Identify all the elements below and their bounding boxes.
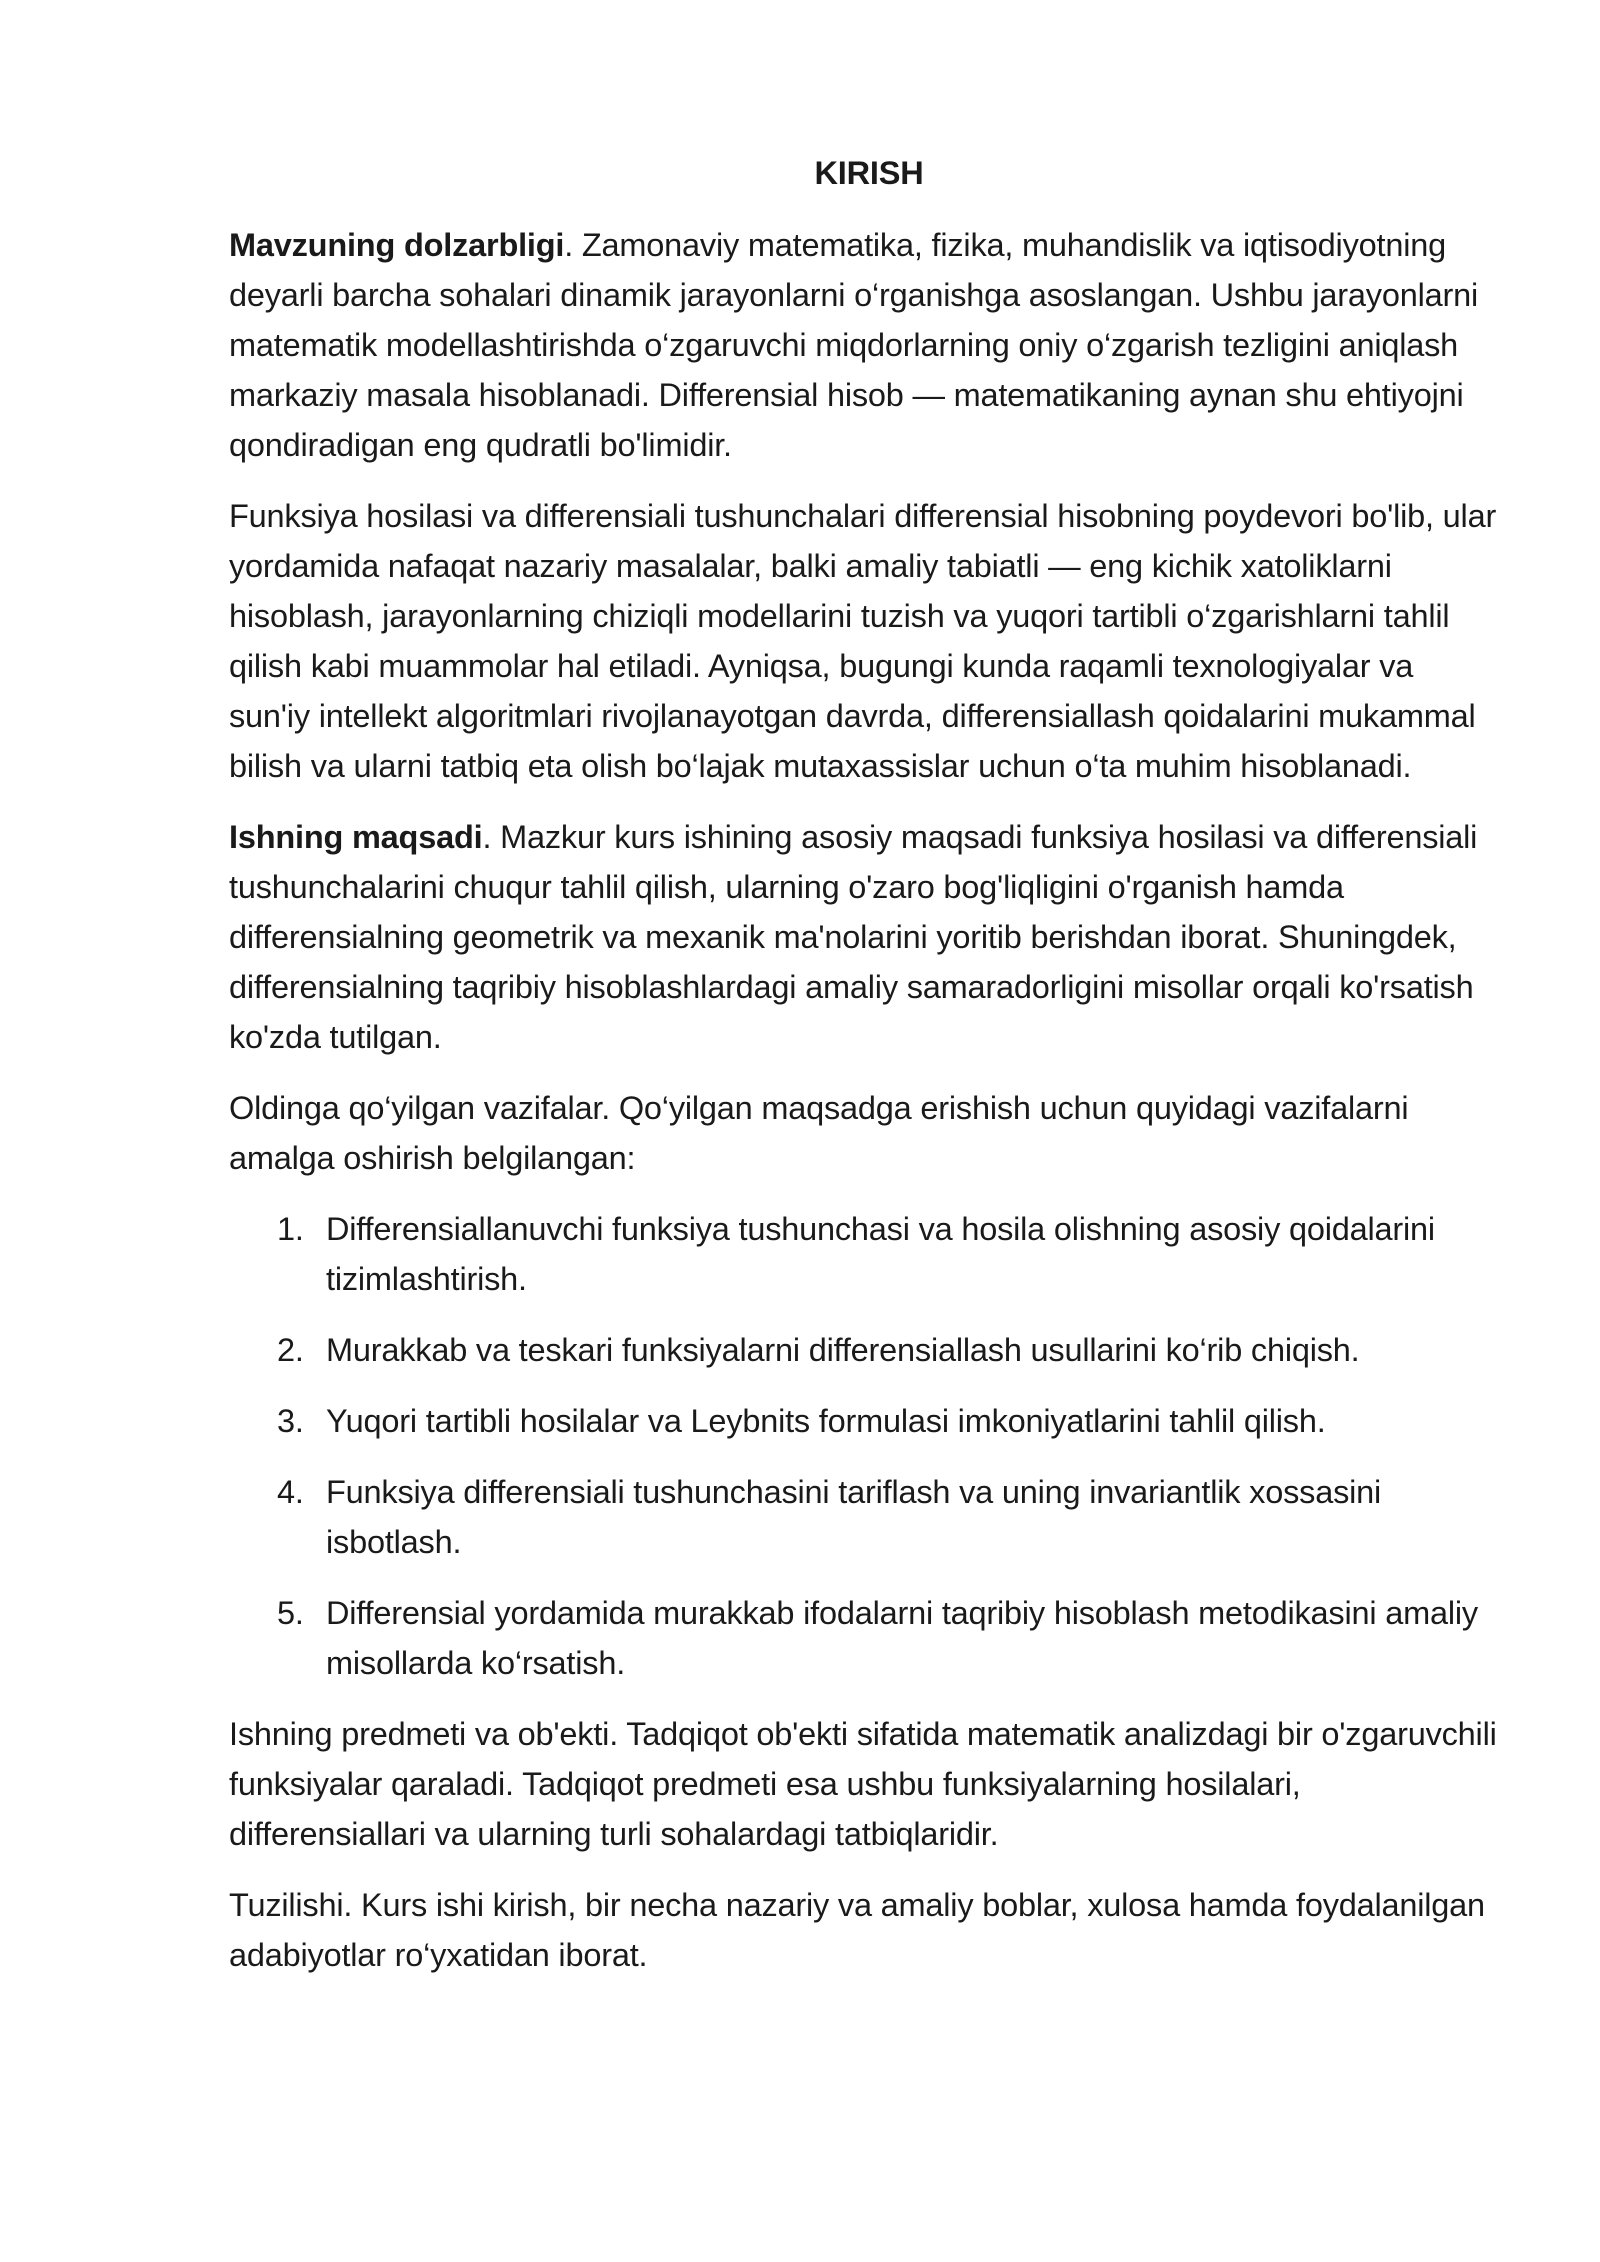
list-item xyxy=(229,1467,1499,1567)
tasks-list xyxy=(229,1204,1499,1688)
list-item xyxy=(229,1204,1499,1304)
list-item xyxy=(229,1325,1499,1375)
relevance-lead: Mavzuning dolzarbligi xyxy=(229,227,565,263)
list-item-text: Differensiallanuvchi funksiya tushunchasi va hosila olishning asosiy qoidalarini tizimlashtirish. xyxy=(326,1211,1435,1297)
list-item-number: 5. xyxy=(277,1595,304,1631)
subject-paragraph: Ishning predmeti va ob'ekti. Tadqiqot ob'ekti sifatida matematik analizdagi bir o'zgaruvchili funksiyalar qaraladi. Tadqiqot predmeti esa ushbu funksiyalarning hosilalari, differensiallari va ularning turli sohalardagi tatbiqlaridir. xyxy=(229,1716,1497,1852)
relevance-text: . Zamonaviy matematika, fizika, muhandislik va iqtisodiyotning deyarli barcha sohalari dinamik jarayonlarni o‘rganishga asoslangan. Ushbu jarayonlarni matematik modellashtirishda o‘zgaruvchi miqdorlarning oniy o‘zgarish tezligini aniqlash markaziy masala hisoblanadi. Differensial hisob — matematikaning aynan shu ehtiyojni qondiradigan eng qudratli bo'limidir. xyxy=(229,227,1479,463)
relevance-paragraph xyxy=(229,220,1499,470)
list-item-text: Yuqori tartibli hosilalar va Leybnits formulasi imkoniyatlarini tahlil qilish. xyxy=(326,1403,1326,1439)
list-item-number: 1. xyxy=(277,1211,304,1247)
list-item-text: Murakkab va teskari funksiyalarni differensiallash usullarini ko‘rib chiqish. xyxy=(326,1332,1360,1368)
goal-text: . Mazkur kurs ishining asosiy maqsadi funksiya hosilasi va differensiali tushunchalarini chuqur tahlil qilish, ularning o'zaro bog'liqligini o'rganish hamda differensialning geometrik va mexanik ma'nolarini yoritib berishdan iborat. Shuningdek, differensialning taqribiy hisoblashlardagi amaliy samaradorligini misollar orqali ko'rsatish ko'zda tutilgan. xyxy=(229,819,1478,1055)
list-item-number: 2. xyxy=(277,1332,304,1368)
list-item-text: Differensial yordamida murakkab ifodalarni taqribiy hisoblash metodikasini amaliy misollarda ko‘rsatish. xyxy=(326,1595,1478,1681)
structure-paragraph: Tuzilishi. Kurs ishi kirish, bir necha nazariy va amaliy boblar, xulosa hamda foydalanilgan adabiyotlar ro‘yxatidan iborat. xyxy=(229,1887,1485,1973)
goal-lead: Ishning maqsadi xyxy=(229,819,483,855)
list-item-number: 4. xyxy=(277,1474,304,1510)
list-item xyxy=(229,1588,1499,1688)
tasks-intro-paragraph: Oldinga qo‘yilgan vazifalar. Qo‘yilgan maqsadga erishish uchun quyidagi vazifalarni amalga oshirish belgilangan: xyxy=(229,1090,1409,1176)
foundation-paragraph: Funksiya hosilasi va differensiali tushunchalari differensial hisobning poydevori bo'lib, ular yordamida nafaqat nazariy masalalar, balki amaliy tabiatli — eng kichik xatoliklarni hisoblash, jarayonlarning chiziqli modellarini tuzish va yuqori tartibli o‘zgarishlarni tahlil qilish kabi muammolar hal etiladi. Ayniqsa, bugungi kunda raqamli texnologiyalar va sun'iy intellekt algoritmlari rivojlanayotgan davrda, differensiallash qoidalarini mukammal bilish va ularni tatbiq eta olish bo‘lajak mutaxassislar uchun o‘ta muhim hisoblanadi. xyxy=(229,498,1497,784)
page-title: KIRISH xyxy=(814,155,924,191)
list-item xyxy=(229,1396,1499,1446)
list-item-number: 3. xyxy=(277,1403,304,1439)
list-item-text: Funksiya differensiali tushunchasini tariflash va uning invariantlik xossasini isbotlash. xyxy=(326,1474,1382,1560)
document-page xyxy=(229,148,1499,2001)
goal-paragraph xyxy=(229,812,1499,1062)
